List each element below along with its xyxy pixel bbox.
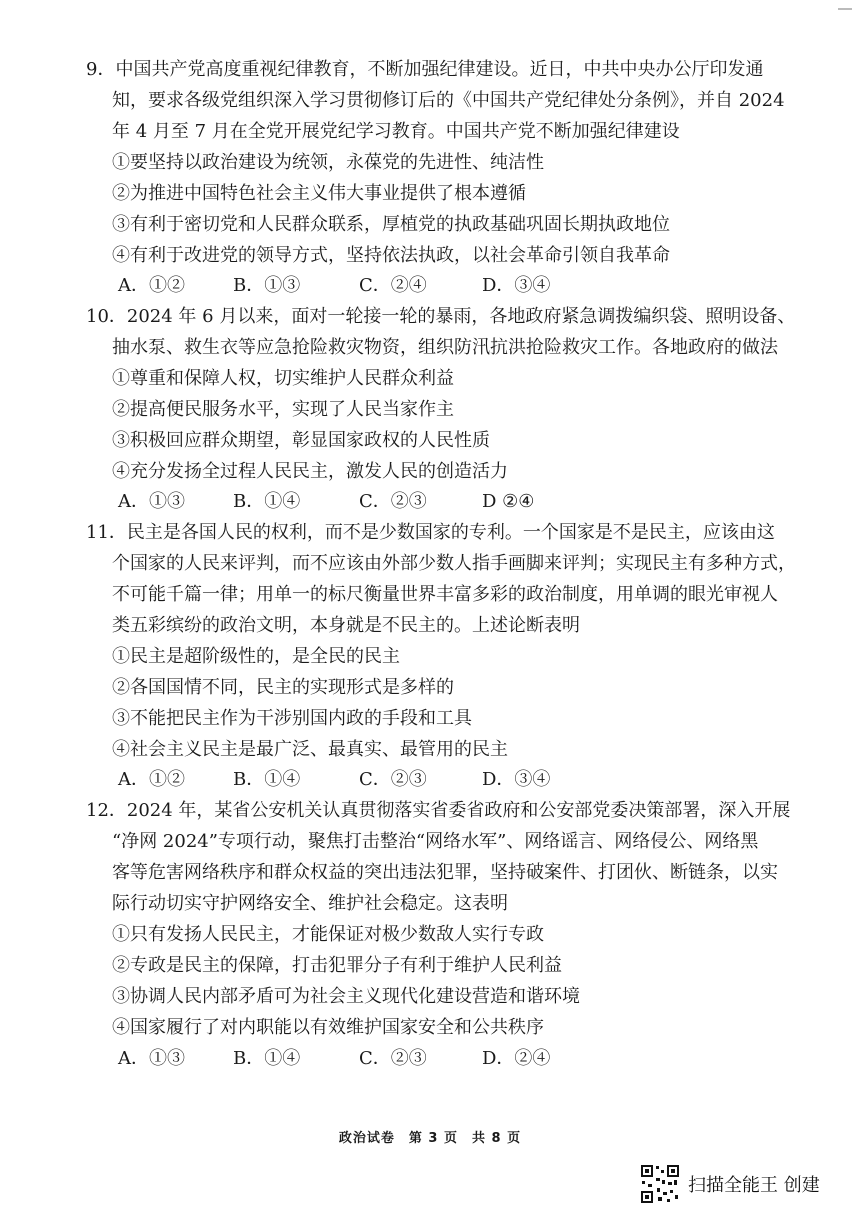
question-line: 12．2024 年，某省公安机关认真贯彻落实省委省政府和公安部党委决策部署，深入开展 <box>86 800 791 821</box>
question-line: 抽水泵、救生衣等应急抢险救灾物资，组织防汛抗洪抢险救灾工作。各地政府的做法 <box>112 337 778 358</box>
statement-1: ①只有发扬人民民主，才能保证对极少数敌人实行专政 <box>112 924 544 945</box>
option-a: A．①③ <box>118 491 185 512</box>
statement-2: ②提高便民服务水平，实现了人民当家作主 <box>112 399 454 420</box>
option-c: C．②③ <box>359 491 427 512</box>
question-line: 客等危害网络秩序和群众权益的突出违法犯罪，坚持破案件、打团伙、断链条，以实 <box>112 862 778 883</box>
statement-1: ①民主是超阶级性的，是全民的民主 <box>112 646 400 667</box>
option-d: D ②④ <box>482 491 535 512</box>
statement-4: ④国家履行了对内职能以有效维护国家安全和公共秩序 <box>112 1017 544 1038</box>
option-d: D．②④ <box>482 1048 551 1069</box>
question-line: 类五彩缤纷的政治文明，本身就是不民主的。上述论断表明 <box>112 615 580 636</box>
statement-2: ②各国国情不同，民主的实现形式是多样的 <box>112 677 454 698</box>
option-b: B．①④ <box>233 769 301 790</box>
page-footer: 政治试卷 第 3 页 共 8 页 <box>338 1131 522 1146</box>
statement-1: ①尊重和保障人权，切实维护人民群众利益 <box>112 368 454 389</box>
statement-1: ①要坚持以政治建设为统领，永葆党的先进性、纯洁性 <box>112 152 544 173</box>
option-b: B．①④ <box>233 1048 301 1069</box>
option-b: B．①③ <box>233 275 301 296</box>
statement-3: ③积极回应群众期望，彰显国家政权的人民性质 <box>112 430 490 451</box>
question-line: 知，要求各级党组织深入学习贯彻修订后的《中国共产党纪律处分条例》，并自 2024 <box>112 90 785 111</box>
statement-3: ③协调人民内部矛盾可为社会主义现代化建设营造和谐环境 <box>112 986 580 1007</box>
question-line: 年 4 月至 7 月在全党开展党纪学习教育。中国共产党不断加强纪律建设 <box>112 121 680 142</box>
question-line: “净网 2024”专项行动，聚焦打击整治“网络水军”、网络谣言、网络侵公、网络黑 <box>112 831 759 852</box>
statement-4: ④社会主义民主是最广泛、最真实、最管用的民主 <box>112 739 508 760</box>
option-a: A．①③ <box>118 1048 185 1069</box>
statement-2: ②为推进中国特色社会主义伟大事业提供了根本遵循 <box>112 183 526 204</box>
option-b: B．①④ <box>233 491 301 512</box>
option-c: C．②③ <box>359 1048 427 1069</box>
statement-2: ②专政是民主的保障，打击犯罪分子有利于维护人民利益 <box>112 955 562 976</box>
option-d: D．③④ <box>482 769 551 790</box>
question-line: 不可能千篇一律；用单一的标尺衡量世界丰富多彩的政治制度，用单调的眼光审视人 <box>112 584 778 605</box>
question-line: 11．民主是各国人民的权利，而不是少数国家的专利。一个国家是不是民主，应该由这 <box>86 522 775 543</box>
watermark-text: 扫描全能王 创建 <box>688 1175 820 1196</box>
question-line: 9．中国共产党高度重视纪律教育，不断加强纪律建设。近日，中共中央办公厅印发通 <box>86 59 764 80</box>
option-a: A．①② <box>118 769 185 790</box>
question-line: 10．2024 年 6 月以来，面对一轮接一轮的暴雨，各地政府紧急调拨编织袋、照明设备、 <box>86 306 796 327</box>
option-a: A．①② <box>118 275 185 296</box>
option-c: C．②③ <box>359 769 427 790</box>
option-d: D．③④ <box>482 275 551 296</box>
statement-4: ④有利于改进党的领导方式，坚持依法执政，以社会革命引领自我革命 <box>112 245 670 266</box>
question-line: 个国家的人民来评判，而不应该由外部少数人指手画脚来评判；实现民主有多种方式， <box>112 553 796 574</box>
qr-code-icon <box>640 1164 680 1204</box>
question-line: 际行动切实守护网络安全、维护社会稳定。这表明 <box>112 893 508 914</box>
scan-mark <box>838 8 852 10</box>
option-c: C．②④ <box>359 275 427 296</box>
statement-4: ④充分发扬全过程人民民主，激发人民的创造活力 <box>112 461 508 482</box>
scanner-watermark <box>640 1163 840 1205</box>
statement-3: ③有利于密切党和人民群众联系，厚植党的执政基础巩固长期执政地位 <box>112 214 670 235</box>
statement-3: ③不能把民主作为干涉别国内政的手段和工具 <box>112 708 472 729</box>
